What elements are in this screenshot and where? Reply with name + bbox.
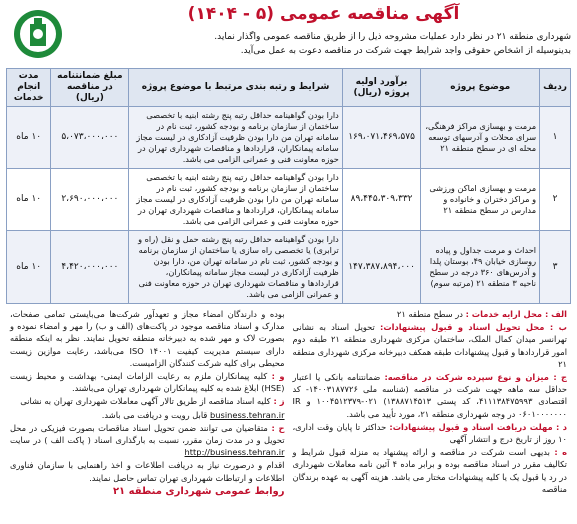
note-item: ه : بدیهی است شرکت در مناقصه و ارائه پیشنهاد به منزله قبول شرایط و تکالیف مقرر در اسناد مناقصه بوده و برابر ماده ۴ آئین نامه معاملات شهرداری در رد یا قبول یک یا کلیه پیشنهادات مختار می باشد. هزینه آگهی به عهده برندگان مناقصه bbox=[292, 447, 567, 494]
note-item: اقدام و درصورت نیاز به دریافت اطلاعات و اخذ راهنمایی با سازمان فناوری اطلاعات و ارتباطات شهرداری تهران تماس حاصل نمایند. bbox=[10, 460, 285, 483]
notes-left-column bbox=[6, 308, 289, 498]
col-header-row: ردیف bbox=[540, 69, 571, 107]
notice-title: آگهی مناقصه عمومی (۵ - ۱۴۰۴) bbox=[187, 4, 460, 24]
business-url-full-link[interactable]: http://business.tehran.ir bbox=[184, 447, 285, 458]
cell-duration: ۱۰ ماه bbox=[7, 107, 51, 169]
note-item: business.tehran.ir قابل رویت و دریافت می باشد. bbox=[101, 409, 285, 420]
cell-duration: ۱۰ ماه bbox=[7, 169, 51, 231]
public-relations-signature: روابط عمومی شهرداری منطقه ۲۱ bbox=[112, 485, 285, 497]
table-header-row bbox=[7, 69, 571, 107]
cell-conditions: دارا بودن گواهینامه حداقل رتبه پنج رشته حمل و نقل (راه و ترابری) یا تخصصی راه سازی یا ساختمان از سازمان برنامه و بودجه کشور، ثبت نام در سامانه تهران من، دارا بودن ظرفیت آزادکاری در لیست مجاز سامانه پیمانکاران، قراردادها و مناقصات شهرداری تهران در حوزه معاونت فنی و عمرانی الزامی می باشد. bbox=[129, 231, 342, 304]
cell-subject: مرمت و بهسازی اماکن ورزشی و مراکز دختران و خانواده و مدارس در سطح منطقه ۲۱ bbox=[421, 169, 540, 231]
intro-line-1: شهرداری منطقه ۲۱ در نظر دارد عملیات مشروحه ذیل را از طریق مناقصه عمومی واگذار نماید. bbox=[214, 32, 571, 42]
cell-subject: احداث و مرمت جداول و پیاده روسازی خیابان ۴۹، بوستان پلدا و آدرس‌های ۳۶۰ درجه در سطح ناحیه ۳ منطقه ۲۱ (مرتبه سوم) bbox=[421, 231, 540, 304]
tehran-municipality-logo-icon bbox=[12, 6, 64, 62]
note-item: ب : محل تحویل اسناد و قبول پیشنهادات: تحویل اسناد به نشانی تهرانسر میدان کمال الملک، ساختمان مرکزی شهرداری منطقه ۲۱ طبقه دوم امور قراردادها و قبول پیشنهادات طبقه همکف دبیرخانه مرکزی شهرداری منطقه ۲۱ bbox=[292, 322, 567, 369]
cell-conditions: دارا بودن گواهینامه حداقل رتبه پنج رشته ابنیه با تخصصی ساختمان از سازمان برنامه و بودجه کشور، ثبت نام در سامانه تهران من دارا بودن ظرفیت آزادکاری در لیست مجاز سامانه پیمانکاران، قراردادها و مناقصات شهرداری تهران در حوزه معاونت فنی و عمرانی الزامی می باشد. bbox=[129, 169, 342, 231]
intro-line-2: بدینوسیله از اشخاص حقوقی واجد شرایط جهت شرکت در مناقصه دعوت به عمل می‌آید. bbox=[240, 46, 571, 56]
note-item: ج : میزان و نوع سپرده شرکت در مناقصه: ضمانتنامه بانکی یا اعتبار حداقل سه ماهه جهت شرکت در مناقصه (شناسه ملی ۱۴۰۰۳۱۸۷۷۲۶- کد اقتصادی ۴۱۱۱۳۸۴۷۵۹۹۳، کد پستی ۱۳۸۸۷۱۴۵۱۳) ۰۲۱-۱۰۰۴۵۱۲۳۷۹ و IR ۰۶۰۱۰۰۰۰۰۰۰ در وجه شهرداری منطقه ۲۱، مورد تأیید می باشد. bbox=[292, 372, 567, 419]
table-row bbox=[7, 169, 571, 231]
note-item: و : کلیه پیمانکاران ملزم به رعایت الزامات ایمنی- بهداشت و محیط زیست (HSE) ابلاغ شده به کلیه پیمانکاران شهرداری تهران می‌باشند. bbox=[10, 371, 285, 394]
cell-num: ۲ bbox=[540, 169, 571, 231]
business-url-link[interactable]: business.tehran.ir bbox=[209, 409, 285, 420]
cell-estimate: ۸۹،۴۴۵،۳۰۹،۳۳۲ bbox=[342, 169, 421, 231]
cell-num: ۳ bbox=[540, 231, 571, 304]
cell-estimate: ۱۴۷،۳۸۷،۸۹۴،۰۰۰ bbox=[342, 231, 421, 304]
note-item: الف : محل ارایه خدمات : در سطح منطقه ۲۱ bbox=[396, 309, 567, 319]
notice-intro bbox=[76, 30, 571, 58]
cell-guarantee: ۴،۴۲۰،۰۰۰،۰۰۰ bbox=[51, 231, 129, 304]
projects-table bbox=[6, 68, 571, 304]
col-header-duration: مدت انجام خدمات bbox=[7, 69, 51, 107]
note-item: ز : کلیه اسناد مناقصه از طریق تالار آگهی معاملات شهرداری تهران به نشانی bbox=[20, 396, 285, 407]
note-item: بوده و دارندگان امضاء مجاز و تعهدآور شرکت‌ها می‌بایستی تمامی صفحات، مدارک و اسناد مناقصه موجود در پاکت‌های (الف و ب) را مهر و امضاء نموده و بصورت لاک و مهر شده به دبیرخانه منطقه تحویل نمایند. نظر به اینکه منطقه دارای سیستم مدیریت کیفیت ISO ۱۴۰۰۱ می‌باشد، رعایت موازین زیست محیطی برای کلیه شرکت کنندگان الزامیست. bbox=[10, 309, 285, 368]
notice-notes bbox=[6, 308, 571, 498]
col-header-estimate: برآورد اولیه پروژه (ریال) bbox=[342, 69, 421, 107]
cell-estimate: ۱۶۹،۰۷۱،۴۶۹،۵۷۵ bbox=[342, 107, 421, 169]
note-item: د : مهلت دریافت اسناد و قبول پیشنهادات: حداکثر تا پایان وقت اداری، ۱۰ روز از تاریخ درج و انتشار آگهی bbox=[292, 421, 568, 445]
table-row bbox=[7, 107, 571, 169]
cell-subject: مرمت و بهسازی مراکز فرهنگی، سرای محلات و آدرسهای توسعه محله ای در سطح منطقه ۲۱ bbox=[421, 107, 540, 169]
cell-duration: ۱۰ ماه bbox=[7, 231, 51, 304]
cell-num: ۱ bbox=[540, 107, 571, 169]
notice-header bbox=[6, 4, 571, 66]
table-row bbox=[7, 231, 571, 304]
notes-right-column bbox=[289, 308, 572, 498]
cell-guarantee: ۲،۶۹۰،۰۰۰،۰۰۰ bbox=[51, 169, 129, 231]
col-header-conditions: شرایط و رتبه بندی مرتبط با موضوع پروژه bbox=[129, 69, 342, 107]
cell-guarantee: ۵،۰۷۳،۰۰۰،۰۰۰ bbox=[51, 107, 129, 169]
col-header-subject: موضوع پروژه bbox=[421, 69, 540, 107]
col-header-guarantee: مبلغ ضمانتنامه در مناقصه (ریال) bbox=[51, 69, 129, 107]
cell-conditions: دارا بودن گواهینامه حداقل رتبه پنج رشته ابنیه با تخصصی ساختمان از سازمان برنامه و بودجه کشور، ثبت نام در سامانه تهران من دارا بودن ظرفیت آزادکاری در لیست مجاز سامانه پیمانکاران، قراردادها و مناقصات شهرداری تهران در حوزه معاونت فنی و عمرانی الزامی می باشد. bbox=[129, 107, 342, 169]
note-item: ح : متقاضیان می توانند ضمن تحویل اسناد مناقصات بصورت فیزیکی در محل تحویل و در مدت زمان مقرر، نسبت به بارگذاری اسناد ( پاکت الف ) در سایت http://business.tehran.ir bbox=[10, 422, 285, 458]
